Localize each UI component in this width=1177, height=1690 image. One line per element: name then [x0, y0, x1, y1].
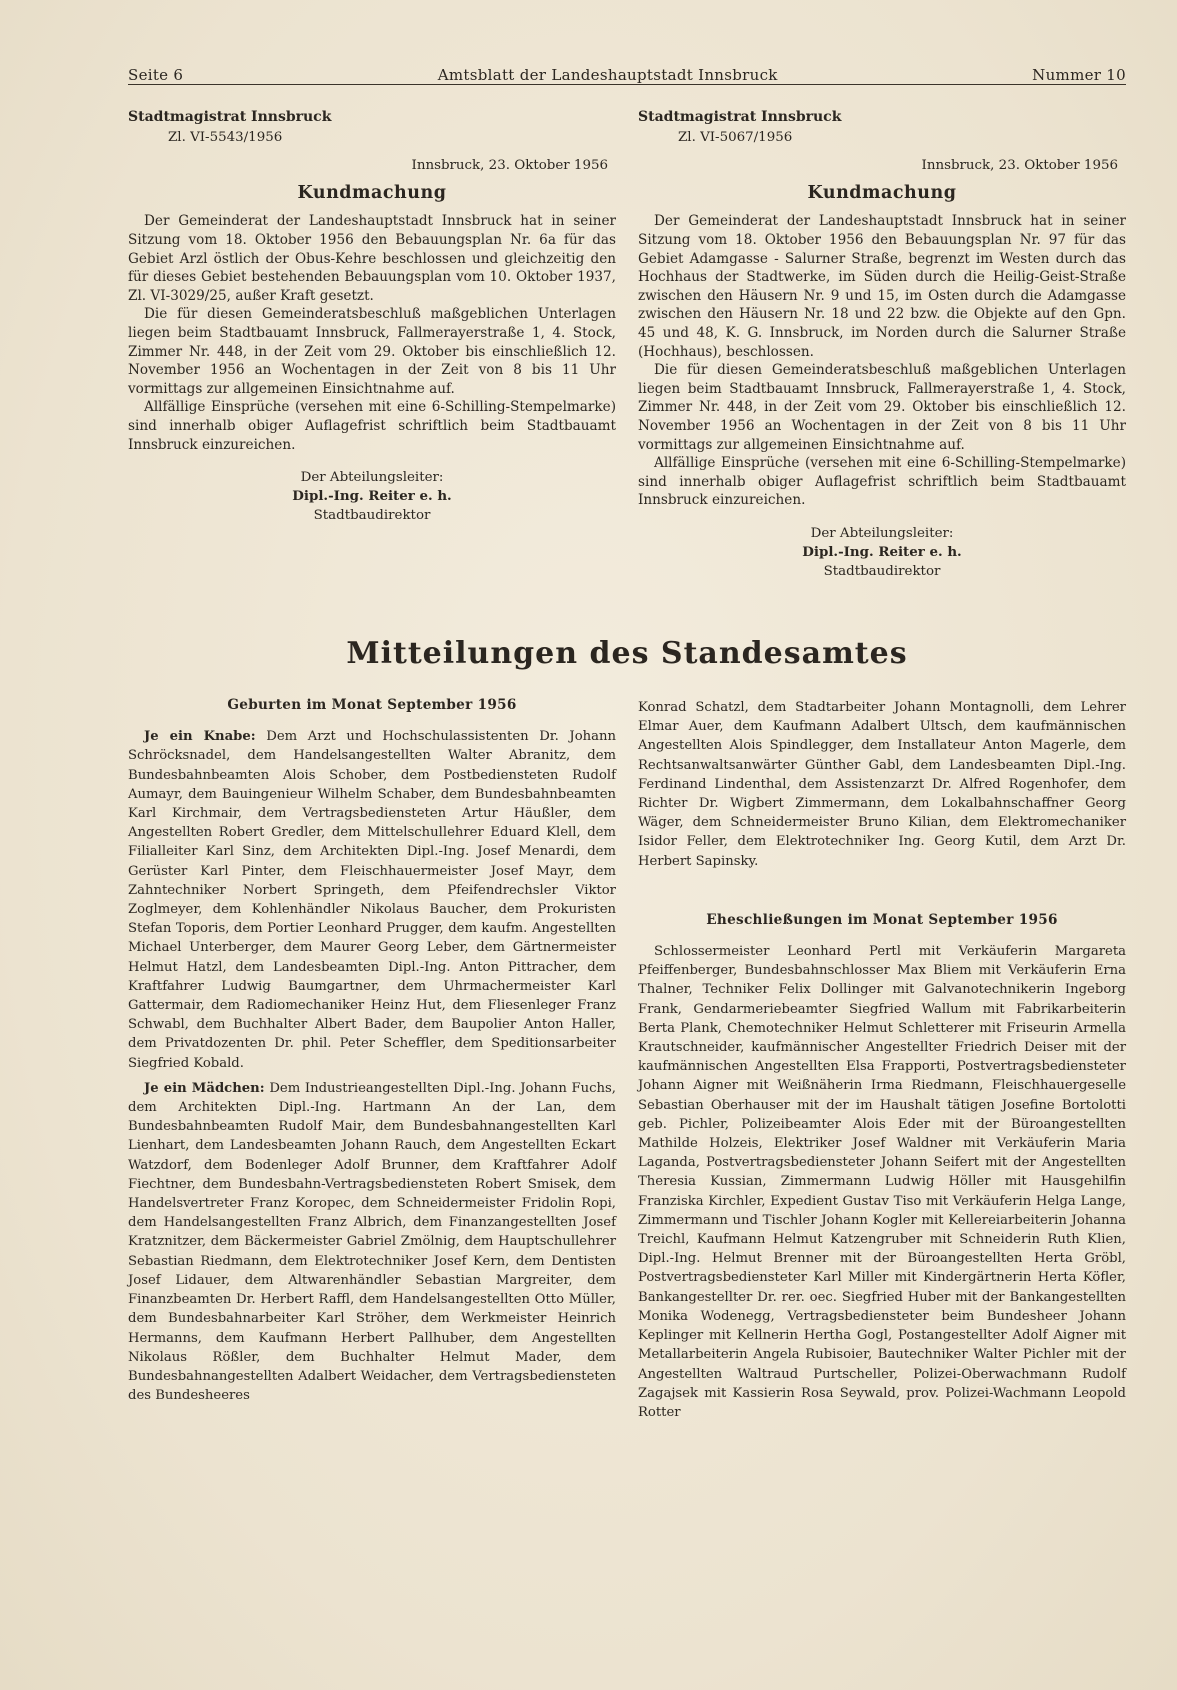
- notice-paragraph: Der Gemeinderat der Landeshauptstadt Innsbruck hat in seiner Sitzung vom 18. Oktober 1956 den Bebauungsplan Nr. 6a für das Gebiet Arzl östlich der Obus-Kehre beschlossen und gleichzeitig den für dieses Gebiet bestehenden Bebauungsplan vom 10. Oktober 1937, Zl. VI-3029/25, außer Kraft gesetzt.: [128, 213, 616, 304]
- notice-paragraph: Die für diesen Gemeinderatsbeschluß maßgeblichen Unterlagen liegen beim Stadtbauamt Innsbruck, Fallmerayerstraße 1, 4. Stock, Zimmer Nr. 448, in der Zeit vom 29. Oktober bis einschließlich 12. November 1956 an Wochentagen in der Zeit von 8 bis 11 Uhr vormittags zur allgemeinen Einsichtnahme auf.: [128, 306, 616, 397]
- notice-issuer: Stadtmagistrat Innsbruck: [128, 109, 332, 125]
- signature-title: Stadtbaudirektor: [313, 508, 431, 524]
- notice-right: [638, 108, 1126, 581]
- signature-block: [128, 468, 616, 525]
- signature-title: Stadtbaudirektor: [823, 563, 941, 579]
- boys-text: Dem Arzt und Hochschulassistenten Dr. Johann Schröcksnadel, dem Handelsangestellten Walter Abranitz, dem Bundesbahnbeamten Alois Schober, dem Postbediensteten Rudolf Aumayr, dem Bauingenieur Wilhelm Schaber, dem Bundesbahnbeamten Karl Kirchmair, dem Vertragsbediensteten Artur Häußler, dem Angestellten Robert Gredler, dem Mittelschullehrer Eduard Klell, dem Filialleiter Karl Sinz, dem Architekten Dipl.-Ing. Josef Menardi, dem Gerüster Karl Pinter, dem Fleischhauermeister Josef Mayr, dem Zahntechniker Norbert Springeth, dem Pfeifendrechsler Viktor Zoglmeyer, dem Kohlenhändler Nikolaus Baucher, dem Prokuristen Stefan Toporis, dem Portier Leonhard Prugger, dem kaufm. Angestellten Michael Unterberger, dem Maurer Georg Leber, dem Gärtnermeister Helmut Hatzl, dem Landesbeamten Dipl.-Ing. Anton Pittracher, dem Kraftfahrer Ludwig Baumgartner, dem Uhrmachermeister Karl Gattermair, dem Radiomechaniker Heinz Hut, dem Fliesenleger Franz Schwabl, dem Buchhalter Albert Bader, dem Baupolier Anton Haller, dem Privatdozenten Dr. phil. Peter Scheffler, dem Speditionsarbeiter Siegfried Kobald.: [128, 729, 616, 1071]
- girls-text: Dem Industrieangestellten Dipl.-Ing. Johann Fuchs, dem Architekten Dipl.-Ing. Hartmann An der Lan, dem Bundesbahnbeamten Rudolf Mair, dem Bundesbahnangestellten Karl Lienhart, dem Landesbeamten Johann Rauch, dem Angestellten Eckart Watzdorf, dem Bodenleger Adolf Brunner, dem Kraftfahrer Adolf Fiechtner, dem Bundesbahn-Vertragsbediensteten Robert Smisek, dem Handelsvertreter Franz Koropec, dem Schneidermeister Fridolin Ropi, dem Handelsangestellten Franz Albrich, dem Finanzangestellten Josef Kratznitzer, dem Bäckermeister Gabriel Zmölnig, dem Hauptschullehrer Sebastian Riedmann, dem Elektrotechniker Josef Kern, dem Dentisten Josef Lidauer, dem Altwarenhändler Sebastian Margreiter, dem Finanzbeamten Dr. Herbert Raffl, dem Handelsangestellten Otto Müller, dem Bundesbahnarbeiter Karl Ströher, dem Werkmeister Heinrich Hermanns, dem Kaufmann Herbert Pallhuber, dem Angestellten Nikolaus Rößler, dem Buchhalter Helmut Mader, dem Bundesbahnangestellten Adalbert Weidacher, dem Vertragsbediensteten des Bundesheeres: [128, 1080, 616, 1404]
- births-girls-paragraph: [128, 1079, 616, 1405]
- notice-date: Innsbruck, 23. Oktober 1956: [921, 158, 1118, 174]
- header-rule: [128, 84, 1126, 85]
- notice-reference: Zl. VI-5067/1956: [678, 129, 793, 145]
- births-boys-paragraph: [128, 727, 616, 1073]
- notice-reference: Zl. VI-5543/1956: [168, 129, 283, 145]
- notice-title: Kundmachung: [297, 182, 447, 203]
- notice-paragraph: Die für diesen Gemeinderatsbeschluß maßgeblichen Unterlagen liegen beim Stadtbauamt Innsbruck, Fallmerayerstraße 1, 4. Stock, Zimmer Nr. 448, in der Zeit vom 29. Oktober bis einschließlich 12. November 1956 an Wochentagen in der Zeit von 8 bis 11 Uhr vormittags zur allgemeinen Einsichtnahme auf.: [638, 362, 1126, 453]
- boys-lead: Je ein Knabe:: [144, 729, 256, 745]
- signature-block: [638, 524, 1126, 581]
- girls-lead: Je ein Mädchen:: [144, 1080, 265, 1096]
- notice-paragraph: Der Gemeinderat der Landeshauptstadt Innsbruck hat in seiner Sitzung vom 18. Oktober 1956 den Bebauungsplan Nr. 97 für das Gebiet Adamgasse - Salurner Straße, begrenzt im Westen durch das Hochhaus der Stadtwerke, im Süden durch die Heilig-Geist-Straße zwischen den Häusern Nr. 9 und 15, im Osten durch die Adamgasse zwischen den Häusern Nr. 18 und 22 bzw. die Objekte auf den Gpn. 45 und 48, K. G. Innsbruck, im Norden durch die Salurner Straße (Hochhaus), beschlossen.: [638, 213, 1126, 360]
- issue-number: Nummer 10: [1032, 66, 1126, 84]
- notice-paragraph: Allfällige Einsprüche (versehen mit eine 6-Schilling-Stempelmarke) sind innerhalb obiger Auflagefrist schriftlich beim Stadtbauamt Innsbruck einzureichen.: [638, 455, 1126, 509]
- page-header: [128, 60, 1126, 84]
- section-title: Mitteilungen des Standesamtes: [346, 636, 908, 671]
- page-number: Seite 6: [128, 66, 184, 84]
- signature-name: Dipl.-Ing. Reiter e. h.: [802, 543, 962, 560]
- notice-left: [128, 108, 616, 525]
- signature-name: Dipl.-Ing. Reiter e. h.: [292, 488, 452, 505]
- signature-role: Der Abteilungsleiter:: [300, 470, 444, 486]
- notice-date: Innsbruck, 23. Oktober 1956: [411, 158, 608, 174]
- births-column: [128, 696, 616, 1405]
- notice-paragraph: Allfällige Einsprüche (versehen mit eine 6-Schilling-Stempelmarke) sind innerhalb obiger Auflagefrist schriftlich beim Stadtbauamt Innsbruck einzureichen.: [128, 399, 616, 453]
- births-continuation: Konrad Schatzl, dem Stadtarbeiter Johann Montagnolli, dem Lehrer Elmar Auer, dem Kaufmann Adalbert Ultsch, dem kaufmännischen Angestellten Alois Spindlegger, dem Installateur Anton Magerle, dem Rechtsanwaltsanwärter Günther Gabl, dem Landesbeamten Dipl.-Ing. Ferdinand Lindenthal, dem Assistenzarzt Dr. Alfred Rogenhofer, dem Richter Dr. Wigbert Zimmermann, dem Lokalbahnschaffner Georg Wäger, dem Schneidermeister Bruno Kilian, dem Elektromechaniker Isidor Feller, dem Elektrotechniker Ing. Georg Kutil, dem Arzt Dr. Herbert Sapinsky.: [638, 700, 1126, 869]
- births-heading: Geburten im Monat September 1956: [227, 697, 517, 713]
- publication-title: Amtsblatt der Landeshauptstadt Innsbruck: [437, 66, 778, 84]
- notice-title: Kundmachung: [807, 182, 957, 203]
- notice-issuer: Stadtmagistrat Innsbruck: [638, 109, 842, 125]
- right-lower-column: [638, 698, 1126, 1422]
- marriages-heading: Eheschließungen im Monat September 1956: [706, 911, 1058, 928]
- marriages-text: Schlossermeister Leonhard Pertl mit Verkäuferin Margareta Pfeiffenberger, Bundesbahnschlosser Max Bliem mit Verkäuferin Erna Thalner, Techniker Felix Dollinger mit Galvanotechnikerin Ingeborg Frank, Gendarmeriebeamter Siegfried Wallum mit Fabrikarbeiterin Berta Plank, Chemotechniker Helmut Schletterer mit Friseurin Armella Krautschneider, kaufmännischer Angestellter Friedrich Deiser mit der kaufmännischen Angestellten Elsa Frapporti, Postvertragsbediensteter Johann Aigner mit Weißnäherin Irma Riedmann, Fleischhauergeselle Sebastian Oberhauser mit der im Haushalt tätigen Josefine Bortolotti geb. Pichler, Polizeibeamter Alois Eder mit der Büroangestellten Mathilde Holzeis, Elektriker Josef Waldner mit Verkäuferin Maria Laganda, Postvertragsbediensteter Johann Seifert mit der Angestellten Theresia Kussian, Zimmermann Ludwig Höller mit Hausgehilfin Franziska Kirchler, Expedient Gustav Tiso mit Verkäuferin Helga Lange, Zimmermann und Tischler Johann Kogler mit Kellereiarbeiterin Johanna Treichl, Kaufmann Helmut Katzengruber mit Schneiderin Ruth Klien, Dipl.-Ing. Helmut Brenner mit der Büroangestellten Herta Gröbl, Postvertragsbediensteter Karl Miller mit Kindergärtnerin Herta Köfler, Bankangestellter Dr. rer. oec. Siegfried Huber mit der Bankangestellten Monika Wodenegg, Vertragsbediensteter beim Bundesheer Johann Keplinger mit Kellnerin Hertha Gogl, Postangestellter Adolf Aigner mit Metallarbeiterin Angela Rubisoier, Bautechniker Walter Pichler mit der Angestellten Waltraud Purtscheller, Polizei-Oberwachmann Rudolf Zagajsek mit Kassierin Rosa Seywald, prov. Polizei-Wachmann Leopold Rotter: [638, 944, 1126, 1420]
- signature-role: Der Abteilungsleiter:: [810, 525, 954, 541]
